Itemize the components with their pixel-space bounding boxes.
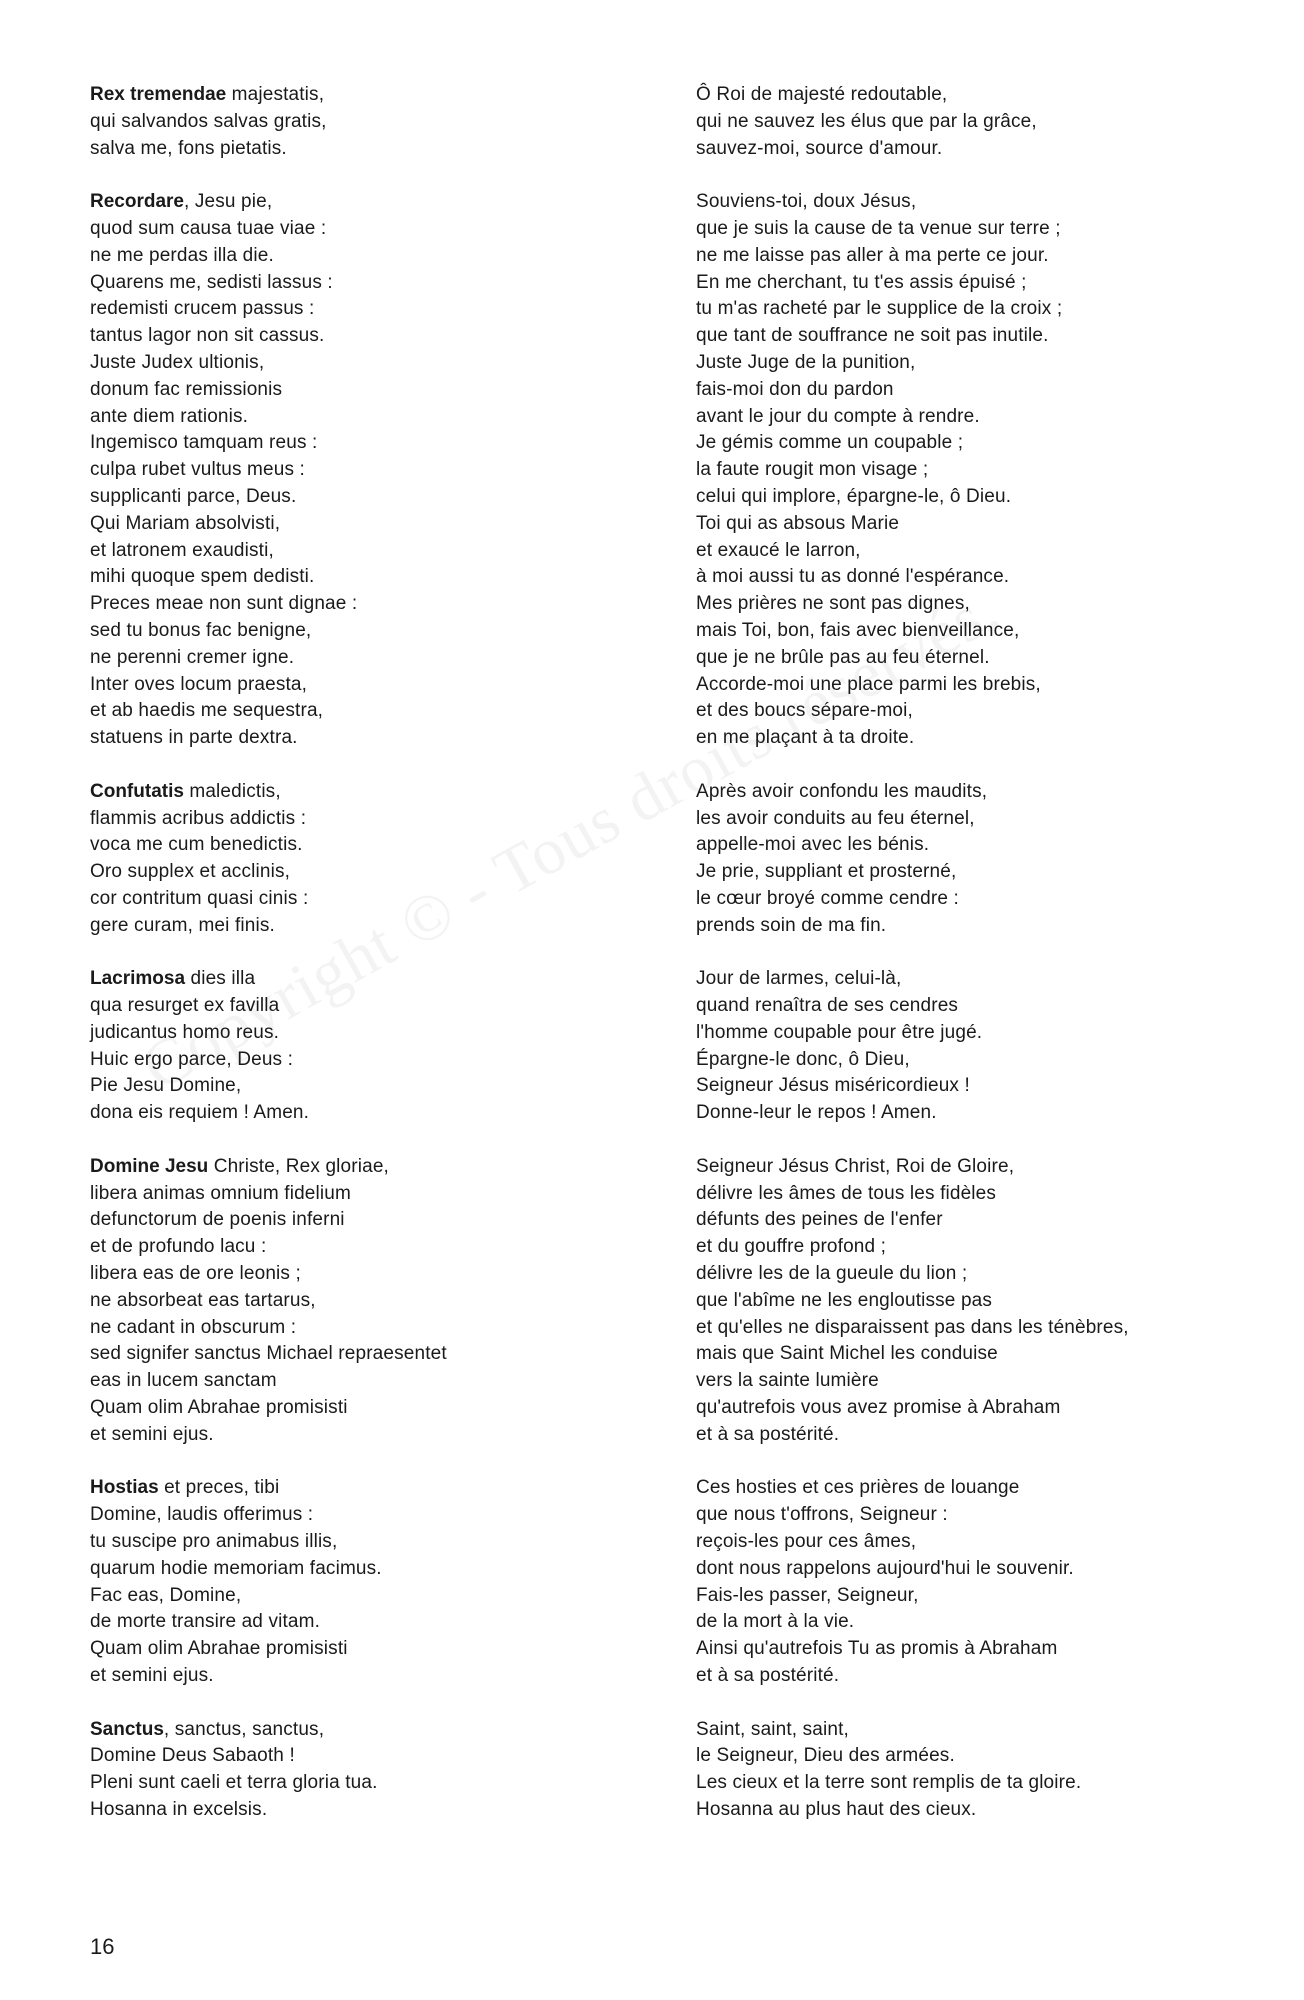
latin-line: tantus lagor non sit cassus. <box>90 325 325 347</box>
french-line: l'homme coupable pour être jugé. <box>696 1021 983 1043</box>
french-stanza <box>696 189 1286 752</box>
french-line: avant le jour du compte à rendre. <box>696 405 980 427</box>
latin-line: ne cadant in obscurum : <box>90 1316 297 1338</box>
french-line: Les cieux et la terre sont remplis de ta gloire. <box>696 1772 1082 1794</box>
french-line: fais-moi don du pardon <box>696 378 894 400</box>
latin-line: gere curam, mei finis. <box>90 914 275 936</box>
latin-line: Pie Jesu Domine, <box>90 1075 242 1097</box>
latin-line-text: dies illa <box>185 968 256 990</box>
french-line: Après avoir confondu les maudits, <box>696 780 988 802</box>
latin-line <box>90 82 650 109</box>
french-stanza <box>696 966 1286 1127</box>
latin-line-text: et preces, tibi <box>158 1477 280 1499</box>
french-line: ne me laisse pas aller à ma perte ce jour. <box>696 244 1049 266</box>
latin-line: statuens in parte dextra. <box>90 727 298 749</box>
latin-line: dona eis requiem ! Amen. <box>90 1102 310 1124</box>
latin-line: sed signifer sanctus Michael repraesentet <box>90 1343 447 1365</box>
latin-line: qui salvandos salvas gratis, <box>90 110 327 132</box>
latin-line: mihi quoque spem dedisti. <box>90 566 315 588</box>
french-line: Saint, saint, saint, <box>696 1718 849 1740</box>
french-line: Hosanna au plus haut des cieux. <box>696 1799 977 1820</box>
french-line: qui ne sauvez les élus que par la grâce, <box>696 110 1037 132</box>
latin-incipit: Hostias <box>90 1477 159 1499</box>
latin-line <box>90 1154 650 1181</box>
french-stanza <box>696 1154 1286 1449</box>
latin-line: cor contritum quasi cinis : <box>90 887 309 909</box>
latin-line: et semini ejus. <box>90 1665 214 1687</box>
latin-line: Quam olim Abrahae promisisti <box>90 1638 348 1660</box>
latin-line: Qui Mariam absolvisti, <box>90 512 281 534</box>
french-line: et du gouffre profond ; <box>696 1236 887 1258</box>
french-line: Seigneur Jésus miséricordieux ! <box>696 1075 970 1097</box>
french-line: que tant de souffrance ne soit pas inutile. <box>696 325 1049 347</box>
latin-line <box>90 966 650 993</box>
french-line: le cœur broyé comme cendre : <box>696 887 959 909</box>
latin-line: de morte transire ad vitam. <box>90 1611 321 1633</box>
latin-incipit: Recordare <box>90 191 184 213</box>
french-line: prends soin de ma fin. <box>696 914 887 936</box>
latin-line: judicantus homo reus. <box>90 1021 280 1043</box>
french-line: délivre les âmes de tous les fidèles <box>696 1182 997 1204</box>
latin-line <box>90 779 650 806</box>
latin-line: salva me, fons pietatis. <box>90 137 287 159</box>
french-line: En me cherchant, tu t'es assis épuisé ; <box>696 271 1027 293</box>
french-stanza <box>696 779 1286 940</box>
latin-stanza <box>90 779 650 940</box>
french-line: que je ne brûle pas au feu éternel. <box>696 646 990 668</box>
latin-line: libera eas de ore leonis ; <box>90 1263 301 1285</box>
french-line: et à sa postérité. <box>696 1423 840 1445</box>
latin-line: defunctorum de poenis inferni <box>90 1209 345 1231</box>
french-line: tu m'as racheté par le supplice de la croix ; <box>696 298 1063 320</box>
latin-line: ne perenni cremer igne. <box>90 646 295 668</box>
latin-line-text: , Jesu pie, <box>184 191 273 213</box>
french-line: Ainsi qu'autrefois Tu as promis à Abraham <box>696 1638 1058 1660</box>
latin-line: Quarens me, sedisti lassus : <box>90 271 333 293</box>
french-line: les avoir conduits au feu éternel, <box>696 807 975 829</box>
french-line: mais Toi, bon, fais avec bienveillance, <box>696 619 1020 641</box>
latin-line: Oro supplex et acclinis, <box>90 861 291 883</box>
french-line: reçois-les pour ces âmes, <box>696 1531 917 1553</box>
french-line: de la mort à la vie. <box>696 1611 855 1633</box>
latin-line: ante diem rationis. <box>90 405 249 427</box>
latin-line: Huic ergo parce, Deus : <box>90 1048 294 1070</box>
french-line: Juste Juge de la punition, <box>696 351 916 373</box>
latin-line-text: Christe, Rex gloriae, <box>208 1155 389 1177</box>
french-line: sauvez-moi, source d'amour. <box>696 137 943 159</box>
french-line: dont nous rappelons aujourd'hui le souvenir. <box>696 1557 1074 1579</box>
french-line: défunts des peines de l'enfer <box>696 1209 943 1231</box>
latin-stanza <box>90 1154 650 1449</box>
french-line: la faute rougit mon visage ; <box>696 459 929 481</box>
latin-stanza <box>90 1475 650 1689</box>
latin-stanza <box>90 966 650 1127</box>
latin-incipit: Lacrimosa <box>90 968 186 990</box>
french-line: Fais-les passer, Seigneur, <box>696 1584 919 1606</box>
latin-line: ne absorbeat eas tartarus, <box>90 1289 316 1311</box>
latin-line: Inter oves locum praesta, <box>90 673 308 695</box>
french-line: Accorde-moi une place parmi les brebis, <box>696 673 1041 695</box>
french-stanza <box>696 1717 1286 1824</box>
french-line: quand renaîtra de ses cendres <box>696 995 959 1017</box>
french-line: Ô Roi de majesté redoutable, <box>696 84 948 105</box>
latin-line: Quam olim Abrahae promisisti <box>90 1397 348 1419</box>
french-line: que je suis la cause de ta venue sur terre ; <box>696 217 1061 239</box>
latin-line: Domine, laudis offerimus : <box>90 1504 314 1526</box>
latin-line: Preces meae non sunt dignae : <box>90 593 358 615</box>
latin-line: eas in lucem sanctam <box>90 1370 277 1392</box>
latin-line: et latronem exaudisti, <box>90 539 274 561</box>
latin-line: quarum hodie memoriam facimus. <box>90 1557 382 1579</box>
latin-incipit: Rex tremendae <box>90 84 227 105</box>
french-line: que l'abîme ne les engloutisse pas <box>696 1289 993 1311</box>
latin-stanza <box>90 1717 650 1824</box>
french-line: Ces hosties et ces prières de louange <box>696 1477 1020 1499</box>
latin-line: donum fac remissionis <box>90 378 283 400</box>
latin-line: Domine Deus Sabaoth ! <box>90 1745 295 1767</box>
latin-incipit: Domine Jesu <box>90 1155 209 1177</box>
page-number: 16 <box>90 1934 115 1959</box>
latin-line: et semini ejus. <box>90 1423 214 1445</box>
latin-line: redemisti crucem passus : <box>90 298 315 320</box>
french-line: Jour de larmes, celui-là, <box>696 968 902 990</box>
french-stanza <box>696 1475 1286 1689</box>
latin-line: Pleni sunt caeli et terra gloria tua. <box>90 1772 378 1794</box>
french-line: qu'autrefois vous avez promise à Abraham <box>696 1397 1061 1419</box>
french-line: et exaucé le larron, <box>696 539 861 561</box>
latin-incipit: Sanctus <box>90 1718 164 1740</box>
latin-stanza <box>90 82 650 162</box>
latin-line: libera animas omnium fidelium <box>90 1182 351 1204</box>
french-line: mais que Saint Michel les conduise <box>696 1343 998 1365</box>
latin-line: et ab haedis me sequestra, <box>90 700 324 722</box>
french-stanza <box>696 82 1286 162</box>
latin-line: quod sum causa tuae viae : <box>90 217 327 239</box>
latin-line: qua resurget ex favilla <box>90 995 280 1017</box>
french-line: Mes prières ne sont pas dignes, <box>696 593 970 615</box>
latin-line-text: , sanctus, sanctus, <box>163 1718 325 1740</box>
latin-text-column <box>90 82 650 1851</box>
latin-line <box>90 1717 650 1744</box>
french-line: Toi qui as absous Marie <box>696 512 900 534</box>
latin-line <box>90 1475 650 1502</box>
french-line: délivre les de la gueule du lion ; <box>696 1263 968 1285</box>
latin-stanza <box>90 189 650 752</box>
french-line: Donne-leur le repos ! Amen. <box>696 1102 937 1124</box>
french-line: et qu'elles ne disparaissent pas dans les ténèbres, <box>696 1316 1129 1338</box>
french-line: et des boucs sépare-moi, <box>696 700 913 722</box>
french-line: Je prie, suppliant et prosterné, <box>696 861 957 883</box>
latin-line-text: majestatis, <box>226 84 325 105</box>
french-line: à moi aussi tu as donné l'espérance. <box>696 566 1010 588</box>
french-line: le Seigneur, Dieu des armées. <box>696 1745 955 1767</box>
french-line: et à sa postérité. <box>696 1665 840 1687</box>
latin-line <box>90 189 650 216</box>
french-line: celui qui implore, épargne-le, ô Dieu. <box>696 485 1012 507</box>
latin-line: Hosanna in excelsis. <box>90 1799 268 1820</box>
latin-line: Ingemisco tamquam reus : <box>90 432 318 454</box>
latin-line: voca me cum benedictis. <box>90 834 303 856</box>
latin-incipit: Confutatis <box>90 780 184 802</box>
french-line: Je gémis comme un coupable ; <box>696 432 964 454</box>
french-translation-column <box>696 82 1286 1851</box>
latin-line: Juste Judex ultionis, <box>90 351 265 373</box>
french-line: Épargne-le donc, ô Dieu, <box>696 1048 910 1070</box>
french-line: que nous t'offrons, Seigneur : <box>696 1504 948 1526</box>
french-line: appelle-moi avec les bénis. <box>696 834 930 856</box>
latin-line: flammis acribus addictis : <box>90 807 307 829</box>
french-line: en me plaçant à ta droite. <box>696 727 915 749</box>
latin-line: tu suscipe pro animabus illis, <box>90 1531 338 1553</box>
latin-line-text: maledictis, <box>183 780 281 802</box>
latin-line: sed tu bonus fac benigne, <box>90 619 312 641</box>
latin-line: ne me perdas illa die. <box>90 244 274 266</box>
french-line: Seigneur Jésus Christ, Roi de Gloire, <box>696 1155 1015 1177</box>
french-line: vers la sainte lumière <box>696 1370 879 1392</box>
latin-line: culpa rubet vultus meus : <box>90 459 305 481</box>
latin-line: supplicanti parce, Deus. <box>90 485 297 507</box>
french-line: Souviens-toi, doux Jésus, <box>696 191 917 213</box>
latin-line: Fac eas, Domine, <box>90 1584 242 1606</box>
latin-line: et de profundo lacu : <box>90 1236 267 1258</box>
